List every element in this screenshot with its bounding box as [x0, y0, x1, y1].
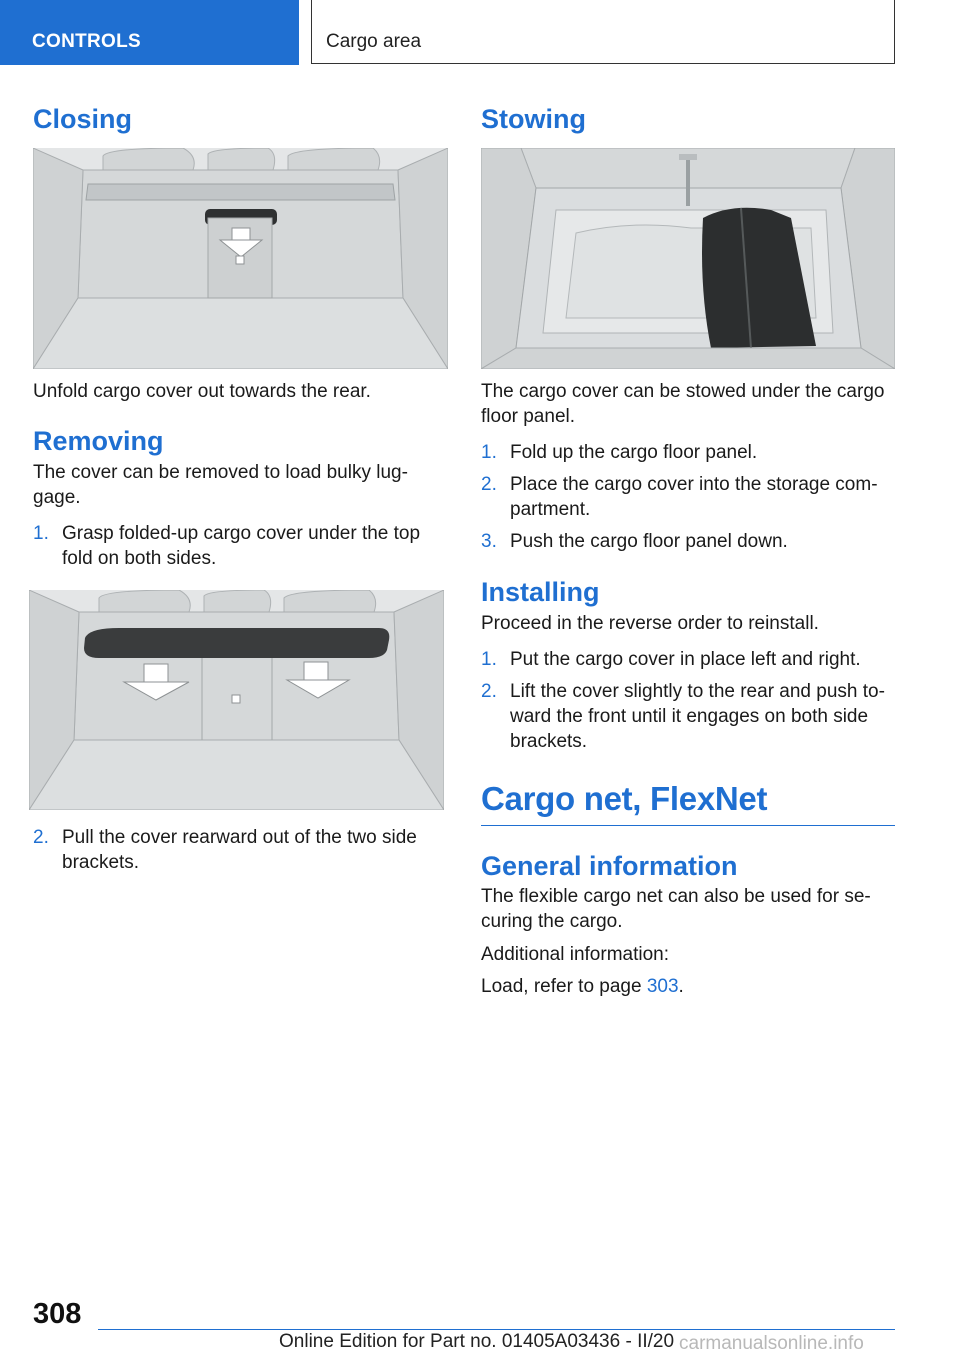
stowing-heading: Stowing — [481, 104, 586, 134]
load-reference — [481, 974, 895, 999]
section-tab — [0, 0, 299, 65]
installing-intro: Proceed in the reverse order to reinstall. — [481, 612, 819, 634]
left-column — [33, 100, 448, 875]
removing-intro: The cover can be removed to load bulky lug-gage. — [33, 461, 408, 508]
page-link[interactable]: 303 — [646, 976, 679, 998]
list-item — [481, 679, 895, 754]
chapter-title: Cargo area — [326, 31, 422, 52]
cargo-net-heading: Cargo net, FlexNet — [481, 779, 768, 817]
section-title: CONTROLS — [32, 31, 142, 52]
step-text: Put the cargo cover in place left and right. — [510, 648, 861, 670]
chapter-header — [311, 0, 895, 64]
general-info-heading: General information — [481, 851, 738, 882]
installing-heading: Installing — [481, 577, 600, 608]
removing-steps-a — [33, 521, 448, 571]
closing-illustration — [33, 148, 448, 369]
list-item — [33, 825, 448, 875]
closing-text: Unfold cargo cover out towards the rear. — [33, 381, 371, 403]
list-item — [481, 529, 895, 554]
removing-illustration — [29, 590, 444, 810]
list-item — [33, 521, 448, 571]
step-text: Place the cargo cover into the storage com-partment. — [510, 474, 878, 521]
additional-info-label: Additional information: — [481, 944, 669, 966]
general-info-text: The flexible cargo net can also be used for se-curing the cargo. — [481, 886, 871, 933]
watermark: carmanualsonline.info — [679, 1333, 864, 1354]
step-number: 1. — [481, 648, 497, 670]
step-text: Pull the cover rearward out of the two side brackets. — [62, 826, 417, 873]
heading-rule — [481, 825, 895, 826]
stowing-steps — [481, 440, 895, 554]
step-number: 1. — [481, 442, 497, 464]
stowing-intro: The cargo cover can be stowed under the cargo floor panel. — [481, 381, 885, 428]
step-text: Grasp folded-up cargo cover under the top fold on both sides. — [62, 522, 421, 569]
footer-rule — [98, 1329, 895, 1330]
closing-heading: Closing — [33, 104, 132, 134]
step-number: 2. — [481, 474, 497, 496]
removing-steps-b — [33, 825, 448, 875]
step-number: 1. — [33, 522, 49, 544]
list-item — [481, 647, 895, 672]
step-number: 3. — [481, 531, 497, 553]
stowing-illustration — [481, 148, 895, 369]
edition-text: Online Edition for Part no. 01405A03436 - II/20 — [279, 1331, 675, 1352]
installing-steps — [481, 647, 895, 754]
list-item — [481, 440, 895, 465]
load-reference-text: Load, refer to page — [481, 976, 647, 998]
step-text: Push the cargo floor panel down. — [510, 531, 788, 553]
step-number: 2. — [33, 826, 49, 848]
step-number: 2. — [481, 680, 497, 702]
removing-heading: Removing — [33, 426, 164, 457]
page-number: 308 — [33, 1298, 82, 1330]
step-text: Fold up the cargo floor panel. — [510, 442, 758, 464]
list-item — [481, 472, 895, 522]
step-text: Lift the cover slightly to the rear and push to-ward the front until it engages on both side brackets. — [510, 680, 885, 752]
load-reference-end: . — [678, 976, 684, 998]
right-column — [481, 100, 895, 999]
